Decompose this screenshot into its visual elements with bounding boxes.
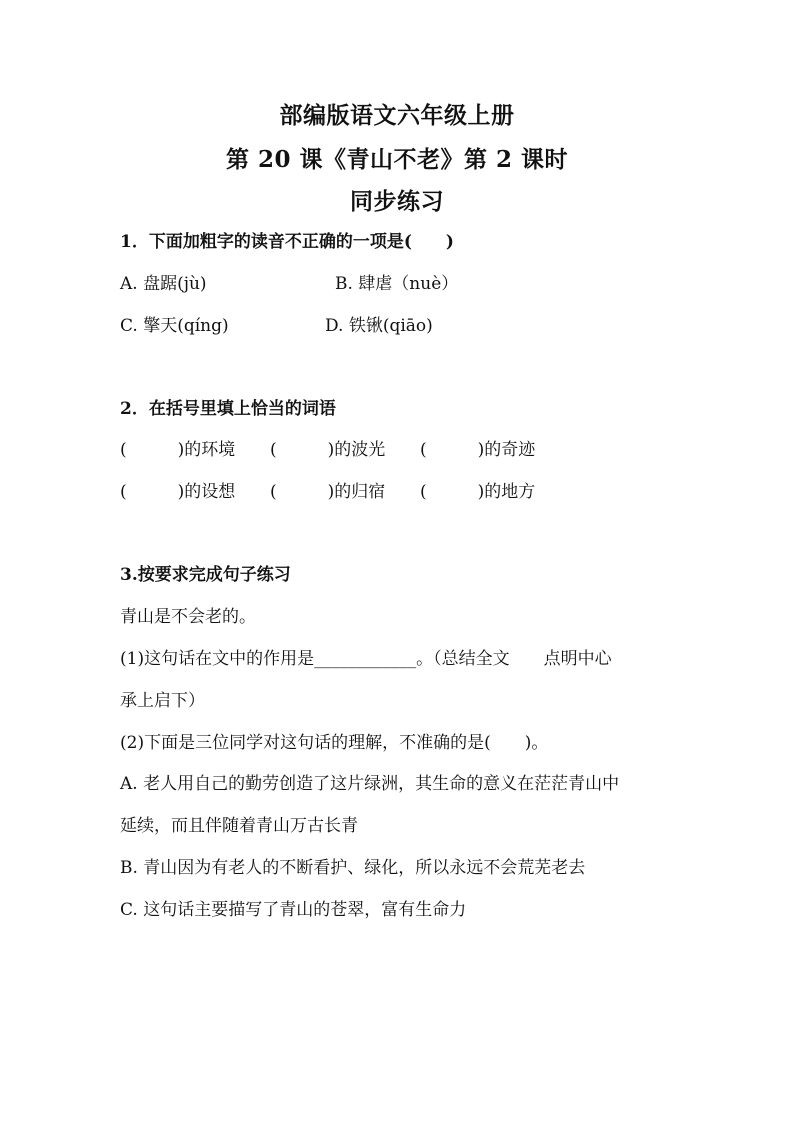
question-3-sub1: (1)这句话在文中的作用是____________。（总结全文 点明中心 [120,649,612,669]
blank-phrase: ( )的波光 [270,440,386,460]
question-3-option-c: C. 这句话主要描写了青山的苍翠，富有生命力 [120,900,467,920]
worksheet-title-exercise: 同步练习 [350,188,444,215]
blank-phrase: ( )的归宿 [270,482,386,502]
question-1-option-d: D. 铁锹(qiāo) [325,316,433,336]
question-3-sentence: 青山是不会老的。 [120,607,256,627]
question-1-option-c: C. 擎天(qíng) [120,316,229,336]
question-3-option-b: B. 青山因为有老人的不断看护、绿化，所以永远不会荒芜老去 [120,858,586,878]
blank-phrase: ( )的地方 [420,482,536,502]
worksheet-title-lesson: 第 20 课《青山不老》第 2 课时 [225,146,569,173]
question-1-stem: 1．下面加粗字的读音不正确的一项是( ) [120,232,454,252]
question-1-option-b: B. 肆虐（nuè） [335,274,459,294]
question-3-sub1-continued: 承上启下） [120,691,205,711]
blank-phrase: ( )的奇迹 [420,440,536,460]
worksheet-title-grade: 部编版语文六年级上册 [279,102,515,129]
question-1-option-a: A. 盘踞(jù) [120,274,207,294]
question-3-option-a-continued: 延续，而且伴随着青山万古长青 [120,816,358,836]
blank-phrase: ( )的设想 [120,482,236,502]
question-3-stem: 3.按要求完成句子练习 [120,565,291,585]
question-3-sub2: (2)下面是三位同学对这句话的理解，不准确的是( )。 [120,733,549,753]
question-2-stem: 2．在括号里填上恰当的词语 [120,399,336,419]
blank-phrase: ( )的环境 [120,440,236,460]
question-3-option-a: A. 老人用自己的勤劳创造了这片绿洲，其生命的意义在茫茫青山中 [120,774,620,794]
